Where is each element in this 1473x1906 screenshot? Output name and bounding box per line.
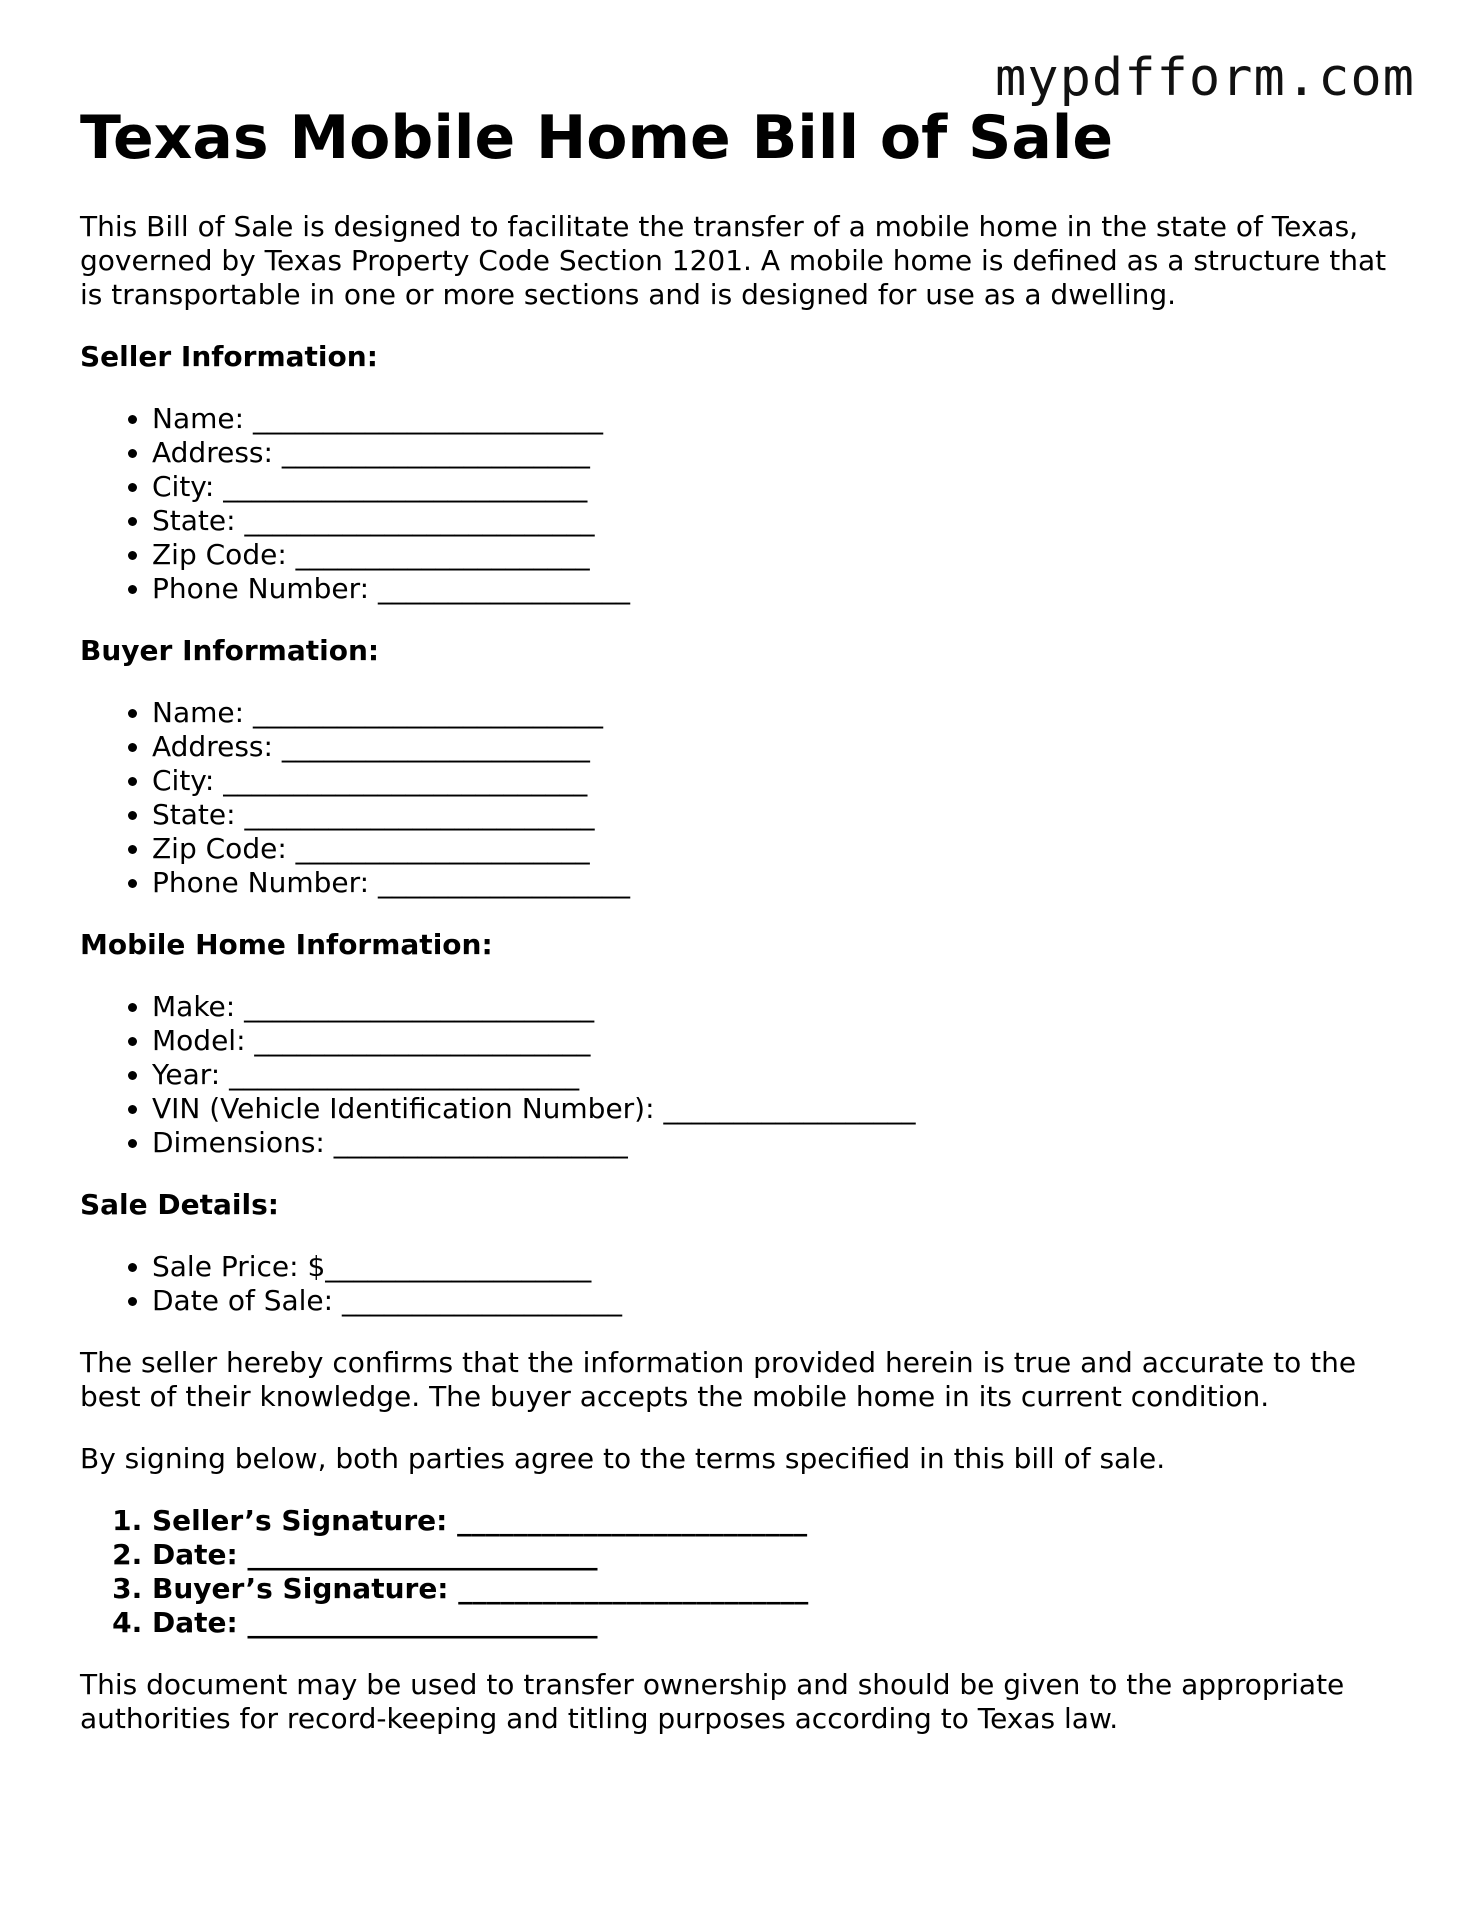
buyer-date-field[interactable]: 4. Date: _________________________ bbox=[152, 1606, 1400, 1640]
seller-state-field[interactable]: • State: _________________________ bbox=[152, 504, 1400, 538]
mobile-home-heading: Mobile Home Information: bbox=[80, 928, 493, 961]
seller-city-field[interactable]: • City: __________________________ bbox=[152, 470, 1400, 504]
buyer-name-field[interactable]: • Name: _________________________ bbox=[152, 696, 1400, 730]
buyer-fields bbox=[80, 696, 1400, 900]
buyer-heading: Buyer Information: bbox=[80, 634, 380, 667]
dimensions-field[interactable]: • Dimensions: _____________________ bbox=[152, 1126, 1400, 1160]
year-field[interactable]: • Year: _________________________ bbox=[152, 1058, 1400, 1092]
sale-fields bbox=[80, 1250, 1400, 1318]
buyer-phone-field[interactable]: • Phone Number: __________________ bbox=[152, 866, 1400, 900]
vin-field[interactable]: • VIN (Vehicle Identification Number): __________________ bbox=[152, 1092, 1400, 1126]
buyer-city-field[interactable]: • City: __________________________ bbox=[152, 764, 1400, 798]
signature-list bbox=[80, 1504, 1400, 1640]
intro-paragraph: This Bill of Sale is designed to facilitate the transfer of a mobile home in the state of Texas, governed by Texas Property Code Section 1201. A mobile home is defined as a structure that is transportable in one or more sections and is designed for use as a dwelling. bbox=[80, 210, 1387, 311]
buyer-zip-field[interactable]: • Zip Code: _____________________ bbox=[152, 832, 1400, 866]
watermark: mypdfform.com bbox=[995, 48, 1415, 108]
model-field[interactable]: • Model: ________________________ bbox=[152, 1024, 1400, 1058]
confirmation-paragraph: The seller hereby confirms that the information provided herein is true and accurate to the best of their knowledge. The buyer accepts the mobile home in its current condition. bbox=[80, 1346, 1357, 1413]
seller-phone-field[interactable]: • Phone Number: __________________ bbox=[152, 572, 1400, 606]
buyer-signature-field[interactable]: 3. Buyer’s Signature: _________________________ bbox=[152, 1572, 1400, 1606]
buyer-state-field[interactable]: • State: _________________________ bbox=[152, 798, 1400, 832]
seller-signature-field[interactable]: 1. Seller’s Signature: _________________________ bbox=[152, 1504, 1400, 1538]
make-field[interactable]: • Make: _________________________ bbox=[152, 990, 1400, 1024]
buyer-address-field[interactable]: • Address: ______________________ bbox=[152, 730, 1400, 764]
sale-date-field[interactable]: • Date of Sale: ____________________ bbox=[152, 1284, 1400, 1318]
document-page bbox=[80, 100, 1400, 1736]
page-title: Texas Mobile Home Bill of Sale bbox=[80, 103, 1114, 173]
seller-name-field[interactable]: • Name: _________________________ bbox=[152, 402, 1400, 436]
seller-date-field[interactable]: 2. Date: _________________________ bbox=[152, 1538, 1400, 1572]
closing-paragraph: This document may be used to transfer ownership and should be given to the appropriate authorities for record-keeping and titling purposes according to Texas law. bbox=[80, 1668, 1345, 1735]
sale-heading: Sale Details: bbox=[80, 1188, 279, 1221]
mobile-home-fields bbox=[80, 990, 1400, 1160]
seller-heading: Seller Information: bbox=[80, 340, 378, 373]
seller-address-field[interactable]: • Address: ______________________ bbox=[152, 436, 1400, 470]
seller-fields bbox=[80, 402, 1400, 606]
sale-price-field[interactable]: • Sale Price: $___________________ bbox=[152, 1250, 1400, 1284]
agreement-paragraph: By signing below, both parties agree to the terms specified in this bill of sale. bbox=[80, 1442, 1166, 1475]
seller-zip-field[interactable]: • Zip Code: _____________________ bbox=[152, 538, 1400, 572]
